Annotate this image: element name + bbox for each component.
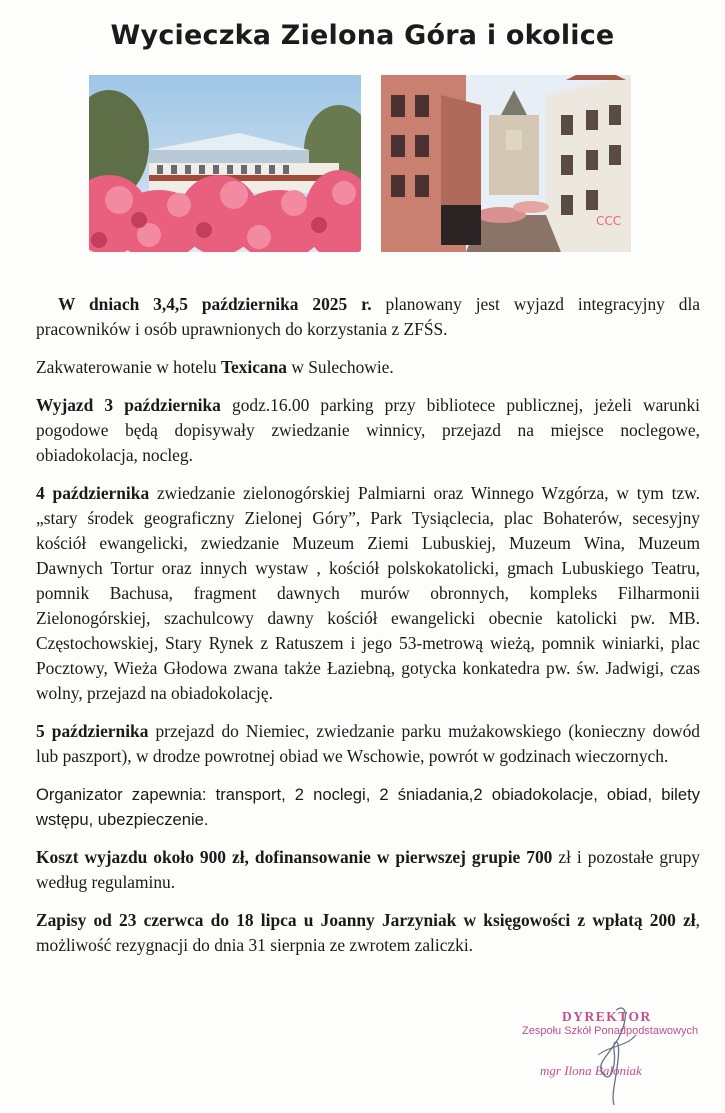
registration-text: , możliwość rezygnacji do dnia 31 sierpnia ze zwrotem zaliczki. (36, 910, 700, 955)
stamp-name: mgr Ilona Baloniak (540, 1063, 642, 1078)
accommodation-text: Zakwaterowanie w hotelu (36, 357, 221, 377)
paragraph-day1 (36, 393, 700, 468)
cost-text: zł i pozostałe grupy według regulaminu. (36, 847, 700, 892)
old-town-street-photo (381, 75, 631, 252)
paragraph-day2 (36, 481, 700, 706)
hotel-name: Texicana (220, 357, 287, 377)
registration-bold: Zapisy od 23 czerwca do 18 lipca u Joanny Jarzyniak w księgowości z wpłatą 200 zł (36, 910, 696, 930)
paragraph-registration (36, 908, 700, 958)
document-body (36, 292, 700, 971)
svg-text:CCC: CCC (596, 214, 622, 228)
paragraph-accommodation (36, 355, 700, 380)
cost-bold: Koszt wyjazdu około 900 zł, dofinansowanie w pierwszej grupie 700 (36, 847, 553, 867)
paragraph-cost (36, 845, 700, 895)
palmiarnia-photo (89, 75, 361, 252)
accommodation-place: w Sulechowie. (286, 357, 394, 377)
paragraph-dates (36, 292, 700, 342)
paragraph-day3 (36, 719, 700, 769)
day2-heading: 4 października (36, 483, 150, 503)
paragraph-organizer: Organizator zapewnia: transport, 2 noclegi, 2 śniadania,2 obiadokolacje, obiad, bilety wstępu, ubezpieczenie. (36, 785, 700, 829)
stamp-subtitle: Zespołu Szkół Ponadpodstawowych (522, 1025, 699, 1037)
day1-heading: Wyjazd 3 października (36, 395, 221, 415)
day3-heading: 5 października (36, 721, 149, 741)
day2-text: zwiedzanie zielonogórskiej Palmiarni oraz Winnego Wzgórza, w tym tzw. „stary środek geograficzny Zielonej Góry”, Park Tysiąclecia, plac Bohaterów, secesyjny kościół ewangelicki, zwiedzanie Muzeum Ziemi Lubuskiej, Muzeum Wina, Muzeum Dawnych Tortur oraz innych wystaw , kościół polskokatolicki, gmach Lubuskiego Teatru, pomnik Bachusa, fragment dawnych murów obronnych, kompleks Filharmonii Zielonogórskiej, szachulcowy dawny kościół ewangelicki obecnie katolicki pw. MB. Częstochowskiej, Stary Rynek z Ratuszem i jego 53-metrową wieżą, pomnik winiarki, plac Pocztowy, Wieża Głodowa zwana także Łaziebną, gotycka konkatedra pw. św. Jadwigi, czas wolny, przejazd na obiadokolację. (36, 483, 700, 703)
dates-text: planowany jest wyjazd integracyjny dla pracowników i osób uprawnionych do korzystania z ZFŚS. (36, 294, 700, 339)
stamp-title: DYREKTOR (562, 1009, 652, 1024)
day3-text: przejazd do Niemiec, zwiedzanie parku mużakowskiego (konieczny dowód lub paszport), w drodze powrotnej obiad we Wschowie, powrót w godzinach wieczornych. (36, 721, 700, 766)
handwritten-signature (586, 1005, 646, 1105)
dates-bold: W dniach 3,4,5 października 2025 r. (58, 294, 372, 314)
page-title: Wycieczka Zielona Góra i okolice (110, 20, 615, 51)
day1-text: godz.16.00 parking przy bibliotece publicznej, jeżeli warunki pogodowe będą dopisywały zwiedzanie winnicy, przejazd na miejsce noclegowe, obiadokolacja, nocleg. (36, 395, 700, 465)
director-stamp (490, 1005, 720, 1105)
